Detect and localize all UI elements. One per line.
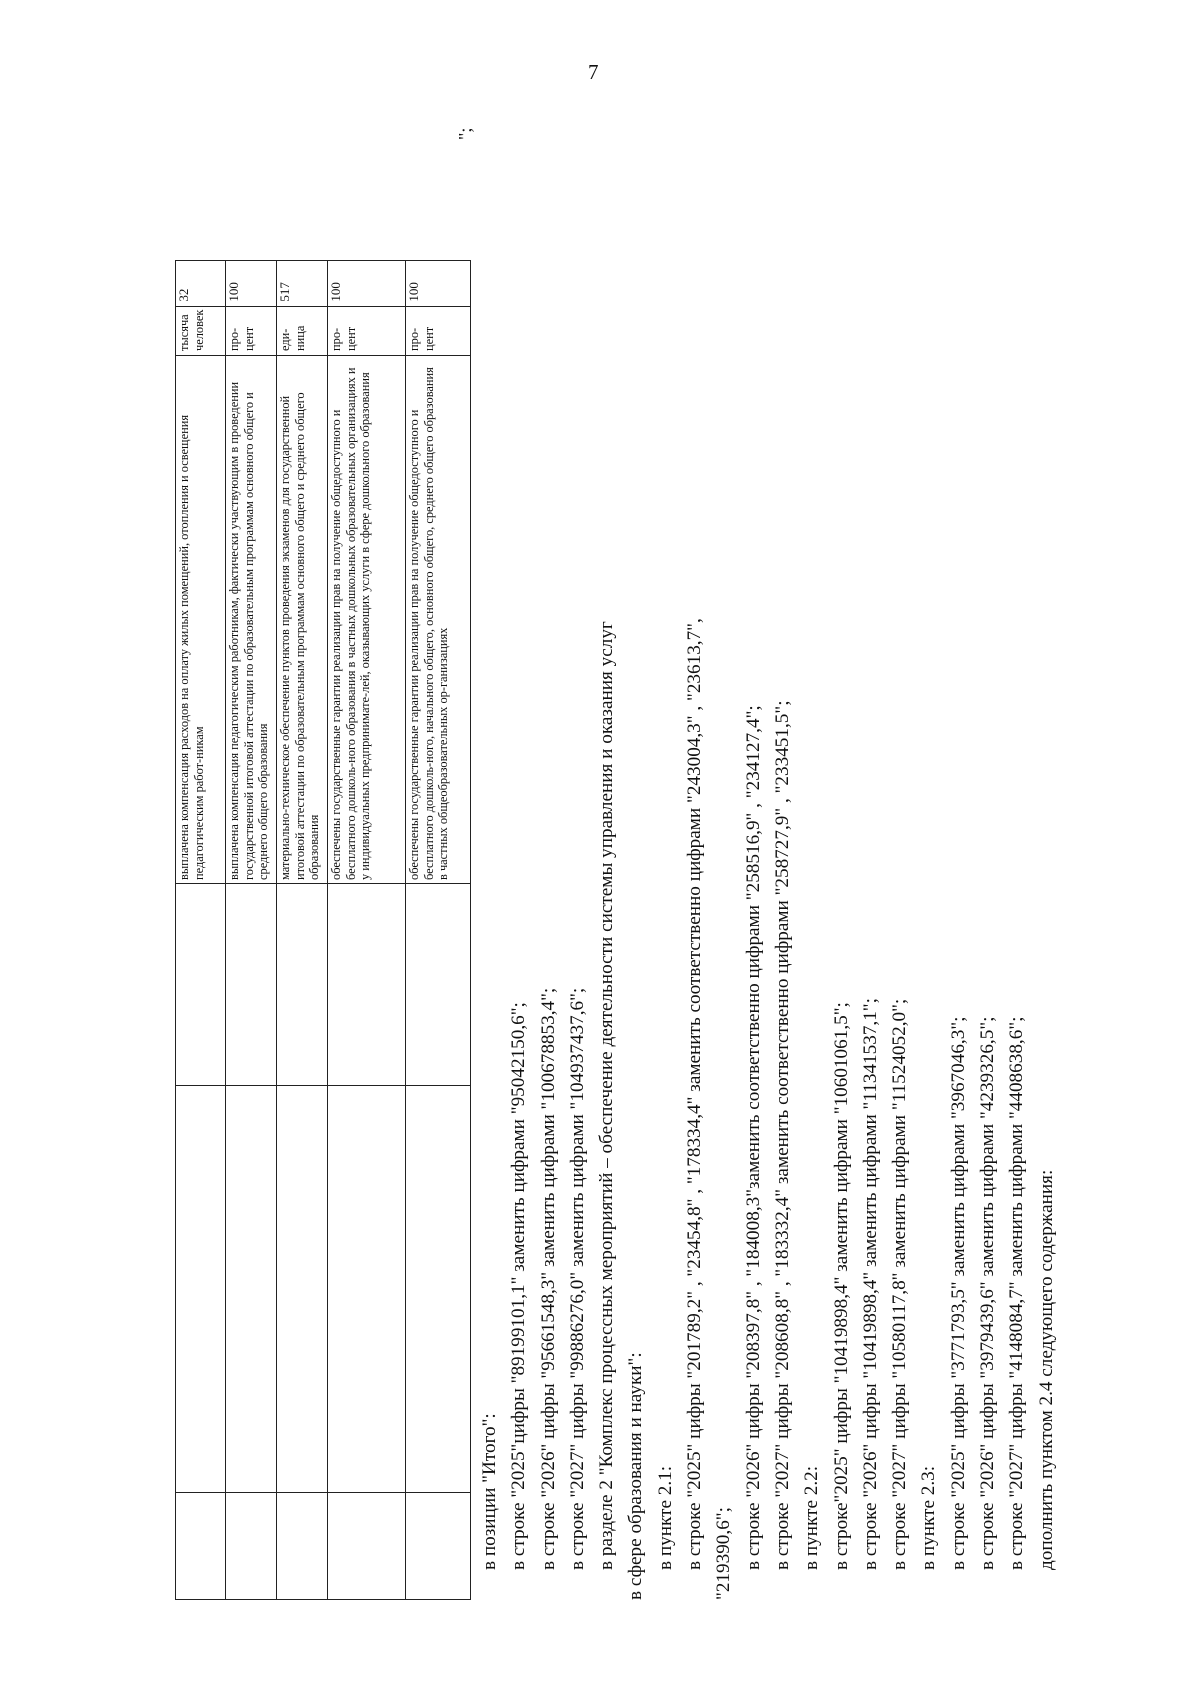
table-cell-empty [406, 1086, 471, 1493]
text-line: в позиции "Итого": [479, 1413, 500, 1570]
table-cell-description: обеспечены государственные гарантии реализации прав на получение общедоступного и бесплатного дошколь-ного, начального общего, основного общего, среднего общего образования в частных общеобразовательных ор-ганизациях [406, 356, 471, 884]
text-line: дополнить пунктом 2.4 следующего содержания: [1035, 1169, 1057, 1570]
table-row [406, 260, 471, 1599]
table-cell-empty [226, 1086, 277, 1493]
text-line: в строке "2026" цифры "208397,8" , "184008,3"заменить соответственно цифрами "258516,9" , "234127,4"; [742, 705, 764, 1570]
table-cell-unit: тысяча человек [176, 306, 226, 355]
table-cell-description: выплачена компенсация педагогическим работникам, фактически участвующим в проведении государственной итоговой аттестации по образовательным программам основного общего и среднего общего образования [226, 356, 277, 884]
rotated-content [175, 127, 1175, 1600]
text-line: в строке "2027" цифры "4148084,7" заменить цифрами "4408638,6"; [1006, 1016, 1028, 1570]
table-cell-description: выплачена компенсация расходов на оплату жилых помещений, отопления и освещения педагогическим работ-никам [176, 356, 226, 884]
text-line: в сфере образования и науки": [625, 1352, 647, 1600]
table-cell-value: 100 [406, 260, 471, 306]
table-closing-quote: "; [455, 127, 475, 140]
table-cell-description: обеспечены государственные гарантии реализации прав на получение общедоступного и бесплатного дошколь-ного образования в частных дошкольных образовательных организациях и у индивидуальных предпринимате-лей, оказывающих услуги в сфере дошкольного образования [328, 356, 406, 884]
table-row [226, 260, 277, 1599]
table-cell-empty [176, 1493, 226, 1600]
text-line: в строке "2027" цифры "99886276,0" заменить цифрами "104937437,6"; [566, 987, 588, 1570]
text-line: в пункте 2.2: [801, 1465, 823, 1570]
table-row [328, 260, 406, 1599]
text-line: в разделе 2 "Комплекс процессных мероприятий – обеспечение деятельности системы управления и оказания услуг [596, 621, 618, 1570]
table-cell-empty [277, 1086, 328, 1493]
table-cell-value: 100 [328, 260, 406, 306]
text-line: в пункте 2.3: [918, 1465, 940, 1570]
table-cell-empty [328, 884, 406, 1086]
table-row [277, 260, 328, 1599]
table-cell-empty [277, 884, 328, 1086]
table-cell-unit: про-цент [328, 306, 406, 355]
table-cell-value: 32 [176, 260, 226, 306]
table-cell-empty [328, 1493, 406, 1600]
table-cell-value: 100 [226, 260, 277, 306]
page-number: 7 [588, 60, 599, 84]
text-line: в строке "2025"цифры "89199101,1" заменить цифрами "95042150,6"; [508, 1002, 530, 1570]
table-cell-unit: про-цент [226, 306, 277, 355]
table-cell-empty [406, 1493, 471, 1600]
table-cell-empty [226, 884, 277, 1086]
table-cell-empty [406, 884, 471, 1086]
table-cell-unit: про-цент [406, 306, 471, 355]
table-cell-empty [176, 1086, 226, 1493]
text-line: в строке "2026" цифры "3979439,6" заменить цифрами "4239326,5"; [977, 1016, 999, 1570]
table-cell-unit: еди-ница [277, 306, 328, 355]
text-line: в строке "2026" цифры "10419898,4" заменить цифрами "11341537,1"; [859, 998, 881, 1570]
text-line: в строке "2027" цифры "10580117,8" заменить цифрами "11524052,0"; [889, 998, 911, 1570]
text-line: в строке "2027" цифры "208608,8" , "183332,4" заменить соответственно цифрами "258727,9" , "233451,5"; [771, 700, 793, 1570]
indicators-table [175, 260, 471, 1600]
table-cell-empty [176, 884, 226, 1086]
amendment-text [475, 190, 1061, 1600]
text-line: "219390,6"; [713, 1507, 735, 1600]
table-cell-description: материально-техническое обеспечение пунктов проведения экзаменов для государственной итоговой аттестации по образовательным программам основного общего и среднего общего образования [277, 356, 328, 884]
text-line: в строке "2025" цифры "201789,2" , "23454,8" , "178334,4" заменить соответственно цифрами "243004,3" , "23613,7", [684, 618, 706, 1570]
table-cell-empty [328, 1086, 406, 1493]
table-cell-empty [277, 1493, 328, 1600]
text-line: в строке"2025" цифры "10419898,4" заменить цифрами "10601061,5"; [830, 1002, 852, 1570]
table-cell-value: 517 [277, 260, 328, 306]
table-row [176, 260, 226, 1599]
table-cell-empty [226, 1493, 277, 1600]
text-line: в строке "2025" цифры "3771793,5" заменить цифрами "3967046,3"; [947, 1016, 969, 1570]
text-line: в строке "2026" цифры "95661548,3" заменить цифрами "100678853,4"; [537, 987, 559, 1570]
text-line: в пункте 2.1: [654, 1465, 676, 1570]
